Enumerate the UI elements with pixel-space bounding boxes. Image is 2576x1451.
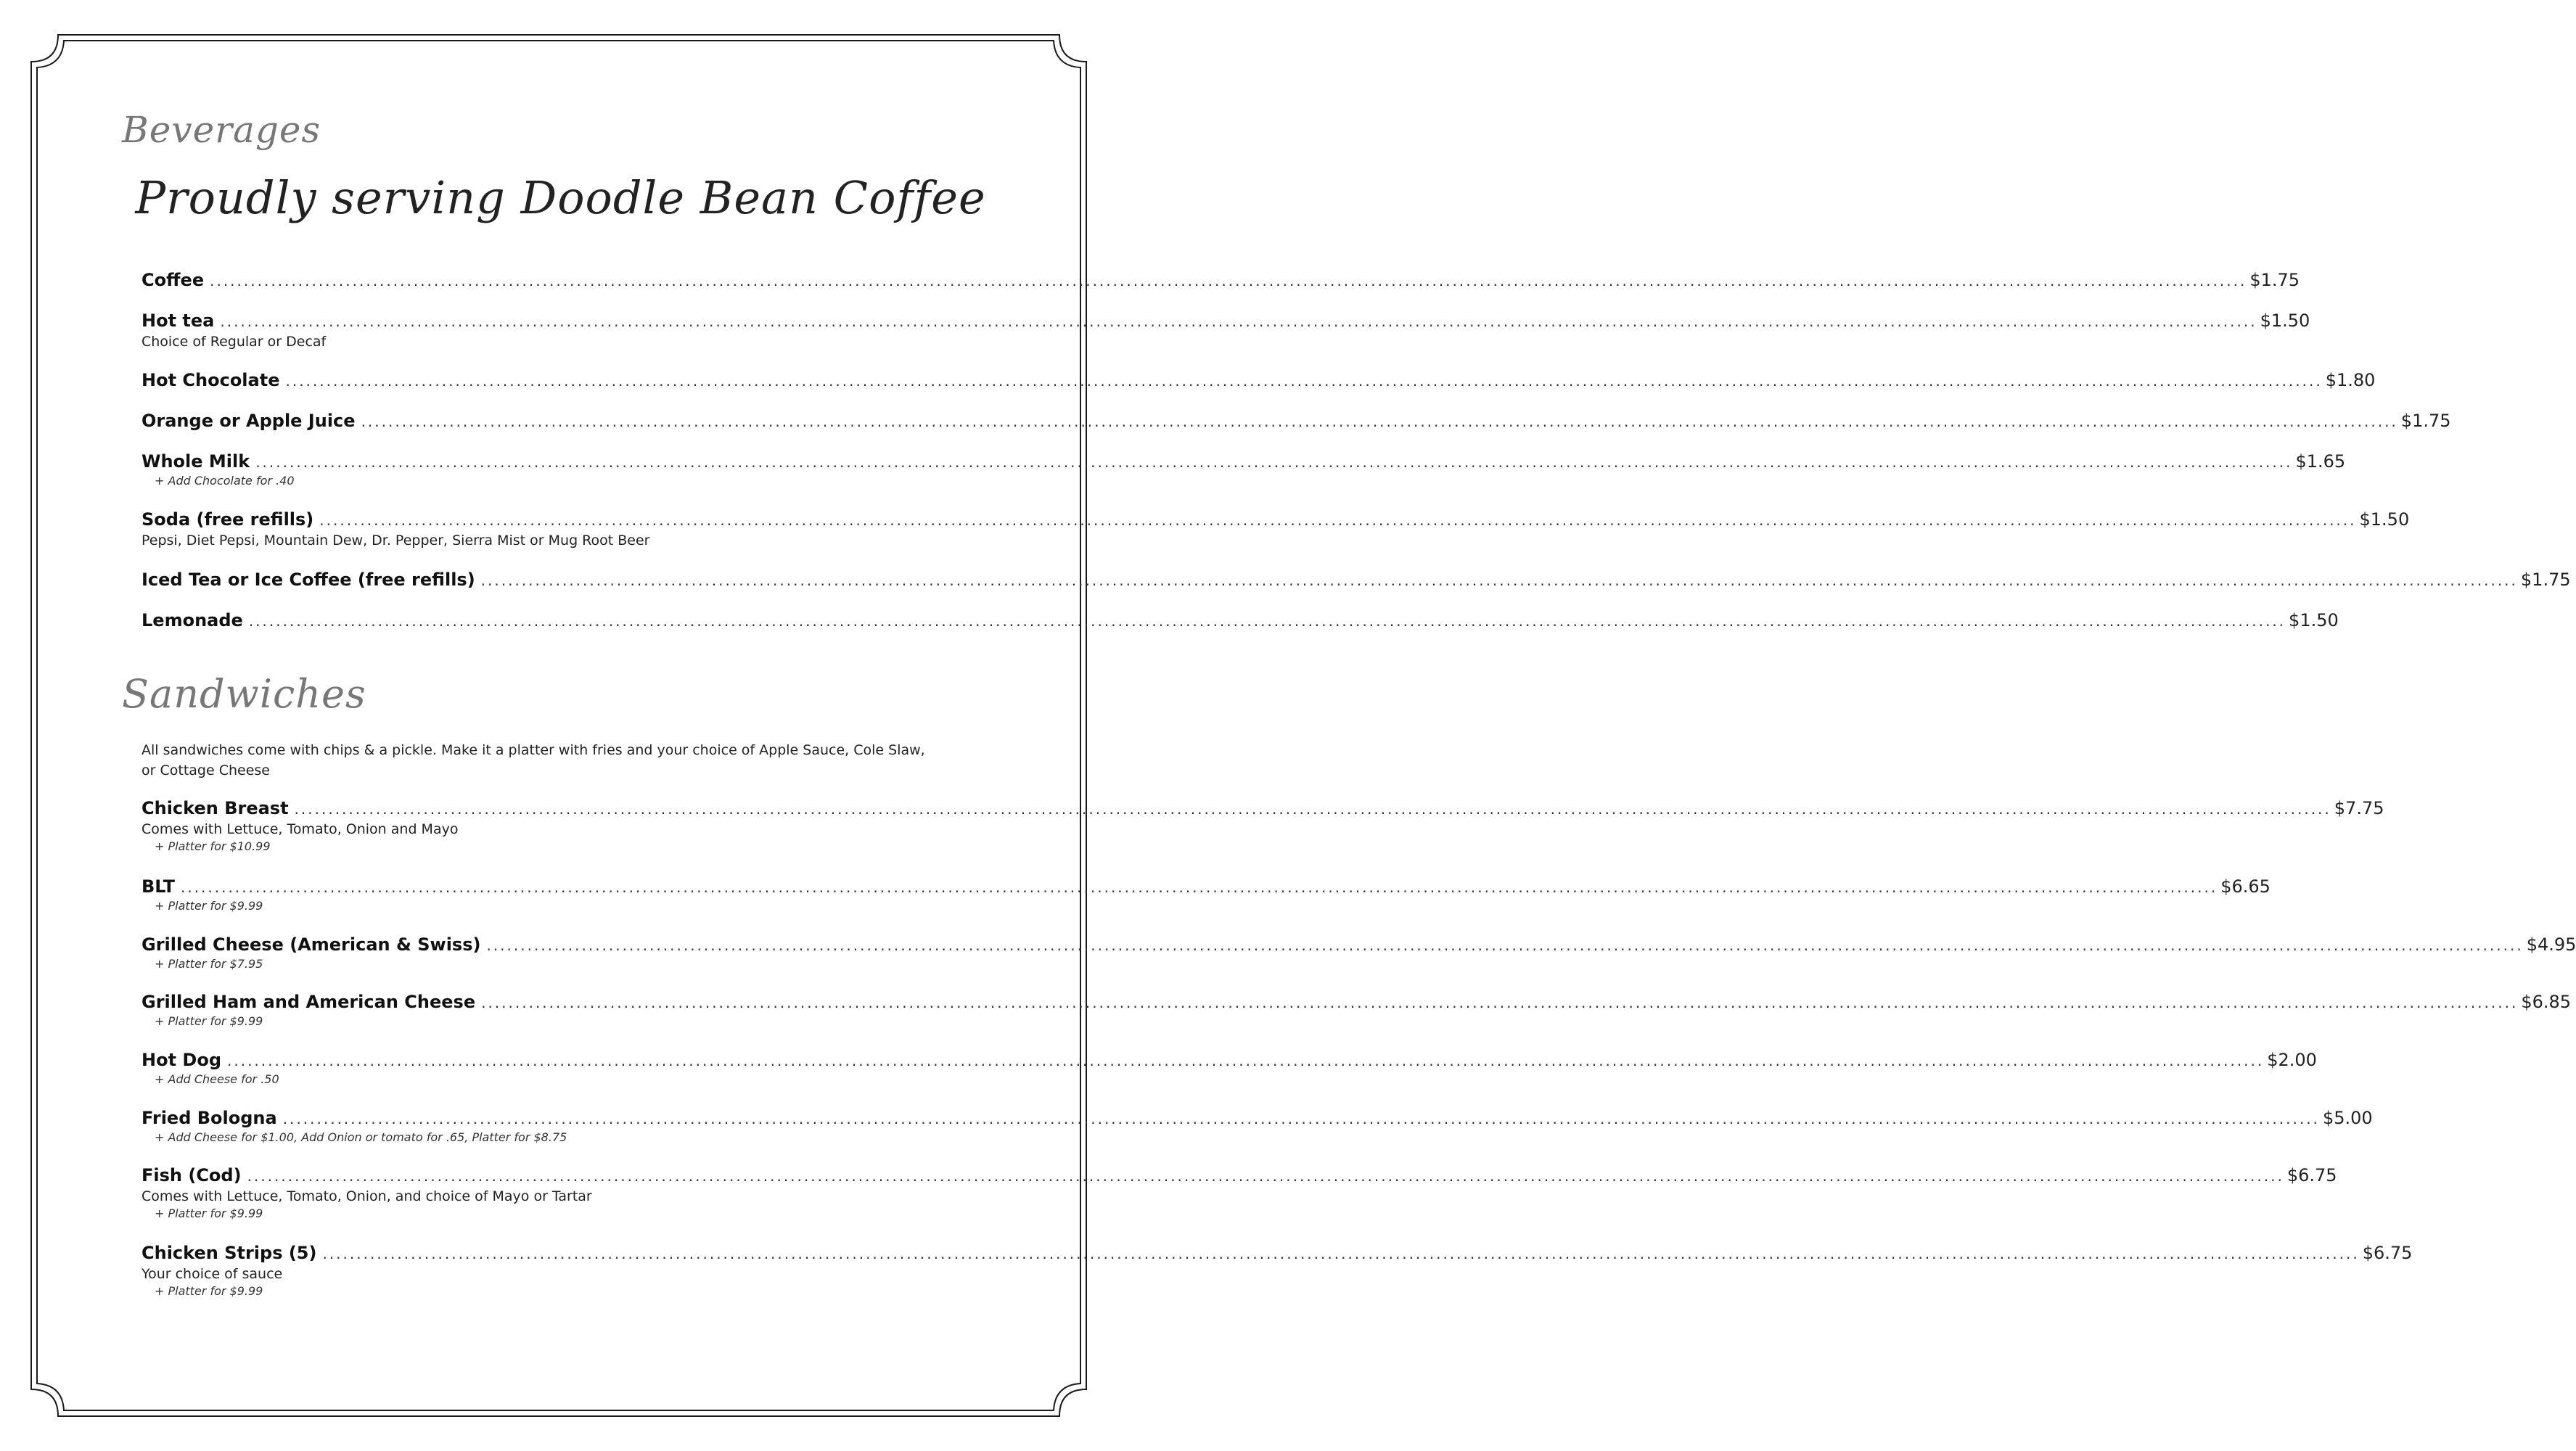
sandwiches-intro: All sandwiches come with chips & a pickle. Make it a platter with fries and your choice of Apple Sauce, Cole Slaw, or Cottage Cheese bbox=[141, 742, 925, 778]
dot-leader: ............................................................................................................................................................................................................................................................................................................ bbox=[220, 313, 2257, 330]
menu-item-row bbox=[141, 1165, 2337, 1185]
menu-item-row bbox=[141, 270, 2300, 290]
dot-leader: ............................................................................................................................................................................................................................................................................................................ bbox=[282, 1110, 2320, 1127]
item-name: Grilled Ham and American Cheese bbox=[141, 992, 476, 1012]
item-name: Hot tea bbox=[141, 311, 215, 331]
item-price: $1.50 bbox=[2359, 509, 2410, 530]
menu-item-row bbox=[141, 1243, 2413, 1263]
menu-item-row bbox=[141, 876, 2271, 897]
item-price: $1.50 bbox=[2260, 311, 2310, 331]
dot-leader: ............................................................................................................................................................................................................................................................................................................ bbox=[486, 937, 2524, 954]
menu-item bbox=[141, 610, 2339, 630]
menu-item-row bbox=[141, 934, 2576, 955]
item-addon-note: + Platter for $10.99 bbox=[155, 839, 271, 853]
item-name: Fish (Cod) bbox=[141, 1165, 242, 1185]
menu-item-row bbox=[141, 1108, 2373, 1128]
menu-item bbox=[141, 876, 2271, 913]
menu-item-row bbox=[141, 509, 2410, 530]
dot-leader: ............................................................................................................................................................................................................................................................................................................ bbox=[180, 879, 2218, 896]
item-price: $1.75 bbox=[2520, 570, 2571, 590]
menu-item-row bbox=[141, 610, 2339, 630]
item-price: $6.65 bbox=[2220, 876, 2271, 897]
item-price: $1.65 bbox=[2295, 451, 2346, 472]
menu-item bbox=[141, 311, 2310, 350]
menu-item bbox=[141, 1243, 2413, 1298]
menu-item-row bbox=[141, 992, 2572, 1012]
item-price: $1.75 bbox=[2400, 411, 2451, 431]
menu-item bbox=[141, 992, 2572, 1028]
item-name: Grilled Cheese (American & Swiss) bbox=[141, 934, 481, 955]
item-price: $5.00 bbox=[2322, 1108, 2373, 1128]
menu-item bbox=[141, 1050, 2317, 1086]
item-addon-note: + Platter for $9.99 bbox=[155, 1284, 263, 1298]
dot-leader: ............................................................................................................................................................................................................................................................................................................ bbox=[322, 1245, 2360, 1262]
item-name: Coffee bbox=[141, 270, 205, 290]
item-price: $4.95 bbox=[2526, 934, 2576, 955]
item-addon-note: + Platter for $7.95 bbox=[155, 957, 263, 971]
item-name: Iced Tea or Ice Coffee (free refills) bbox=[141, 570, 475, 590]
menu-item-row bbox=[141, 370, 2376, 390]
dot-leader: ............................................................................................................................................................................................................................................................................................................ bbox=[319, 511, 2357, 529]
item-price: $7.75 bbox=[2334, 798, 2384, 818]
item-addon-note: + Platter for $9.99 bbox=[155, 1014, 263, 1028]
item-name: Chicken Strips (5) bbox=[141, 1243, 317, 1263]
menu-item bbox=[141, 270, 2300, 290]
item-price: $1.50 bbox=[2289, 610, 2339, 630]
item-name: Hot Chocolate bbox=[141, 370, 280, 390]
dot-leader: ............................................................................................................................................................................................................................................................................................................ bbox=[248, 612, 2286, 630]
item-description: Pepsi, Diet Pepsi, Mountain Dew, Dr. Pepper, Sierra Mist or Mug Root Beer bbox=[141, 533, 650, 548]
item-price: $6.85 bbox=[2521, 992, 2572, 1012]
item-price: $6.75 bbox=[2362, 1243, 2413, 1263]
item-price: $2.00 bbox=[2267, 1050, 2317, 1070]
item-description: Comes with Lettuce, Tomato, Onion, and choice of Mayo or Tartar bbox=[141, 1188, 592, 1204]
menu-item bbox=[141, 370, 2376, 390]
menu-item bbox=[141, 1165, 2337, 1220]
menu-item bbox=[141, 451, 2346, 488]
menu-item bbox=[141, 570, 2571, 590]
dot-leader: ............................................................................................................................................................................................................................................................................................................ bbox=[210, 272, 2247, 289]
item-price: $6.75 bbox=[2286, 1165, 2337, 1185]
menu-item bbox=[141, 798, 2384, 853]
item-description: Choice of Regular or Decaf bbox=[141, 334, 327, 350]
item-name: Orange or Apple Juice bbox=[141, 411, 356, 431]
beverages-heading: Beverages bbox=[122, 109, 321, 151]
dot-leader: ............................................................................................................................................................................................................................................................................................................ bbox=[227, 1052, 2265, 1069]
item-name: Hot Dog bbox=[141, 1050, 221, 1070]
menu-item-row bbox=[141, 1050, 2317, 1070]
item-name: Chicken Breast bbox=[141, 798, 289, 818]
dot-leader: ............................................................................................................................................................................................................................................................................................................ bbox=[361, 413, 2398, 430]
item-addon-note: + Add Cheese for $1.00, Add Onion or tomato for .65, Platter for $8.75 bbox=[155, 1130, 567, 1144]
item-description: Comes with Lettuce, Tomato, Onion and Mayo bbox=[141, 821, 459, 837]
item-name: Soda (free refills) bbox=[141, 509, 314, 530]
item-addon-note: + Platter for $9.99 bbox=[155, 1207, 263, 1220]
item-addon-note: + Add Cheese for .50 bbox=[155, 1072, 279, 1086]
menu-item-row bbox=[141, 411, 2451, 431]
item-name: Whole Milk bbox=[141, 451, 250, 472]
item-name: BLT bbox=[141, 876, 175, 897]
item-name: Lemonade bbox=[141, 610, 243, 630]
menu-item-row bbox=[141, 451, 2346, 472]
item-addon-note: + Platter for $9.99 bbox=[155, 899, 263, 913]
dot-leader: ............................................................................................................................................................................................................................................................................................................ bbox=[255, 453, 2293, 471]
item-price: $1.80 bbox=[2325, 370, 2376, 390]
menu-item-row bbox=[141, 570, 2571, 590]
menu-item bbox=[141, 509, 2410, 548]
dot-leader: ............................................................................................................................................................................................................................................................................................................ bbox=[294, 800, 2331, 818]
sandwiches-heading: Sandwiches bbox=[122, 671, 366, 717]
dot-leader: ............................................................................................................................................................................................................................................................................................................ bbox=[285, 372, 2323, 390]
menu-item bbox=[141, 1108, 2373, 1144]
menu-item-row bbox=[141, 798, 2384, 818]
item-price: $1.75 bbox=[2249, 270, 2300, 290]
coffee-tagline: Proudly serving Doodle Bean Coffee bbox=[135, 171, 986, 224]
menu-item bbox=[141, 411, 2451, 431]
menu-item bbox=[141, 934, 2576, 971]
menu-item-row bbox=[141, 311, 2310, 331]
item-addon-note: + Add Chocolate for .40 bbox=[155, 474, 295, 488]
dot-leader: ............................................................................................................................................................................................................................................................................................................ bbox=[247, 1167, 2284, 1185]
dot-leader: ............................................................................................................................................................................................................................................................................................................ bbox=[481, 994, 2519, 1011]
dot-leader: ............................................................................................................................................................................................................................................................................................................ bbox=[480, 572, 2518, 589]
item-description: Your choice of sauce bbox=[141, 1266, 283, 1282]
item-name: Fried Bologna bbox=[141, 1108, 277, 1128]
